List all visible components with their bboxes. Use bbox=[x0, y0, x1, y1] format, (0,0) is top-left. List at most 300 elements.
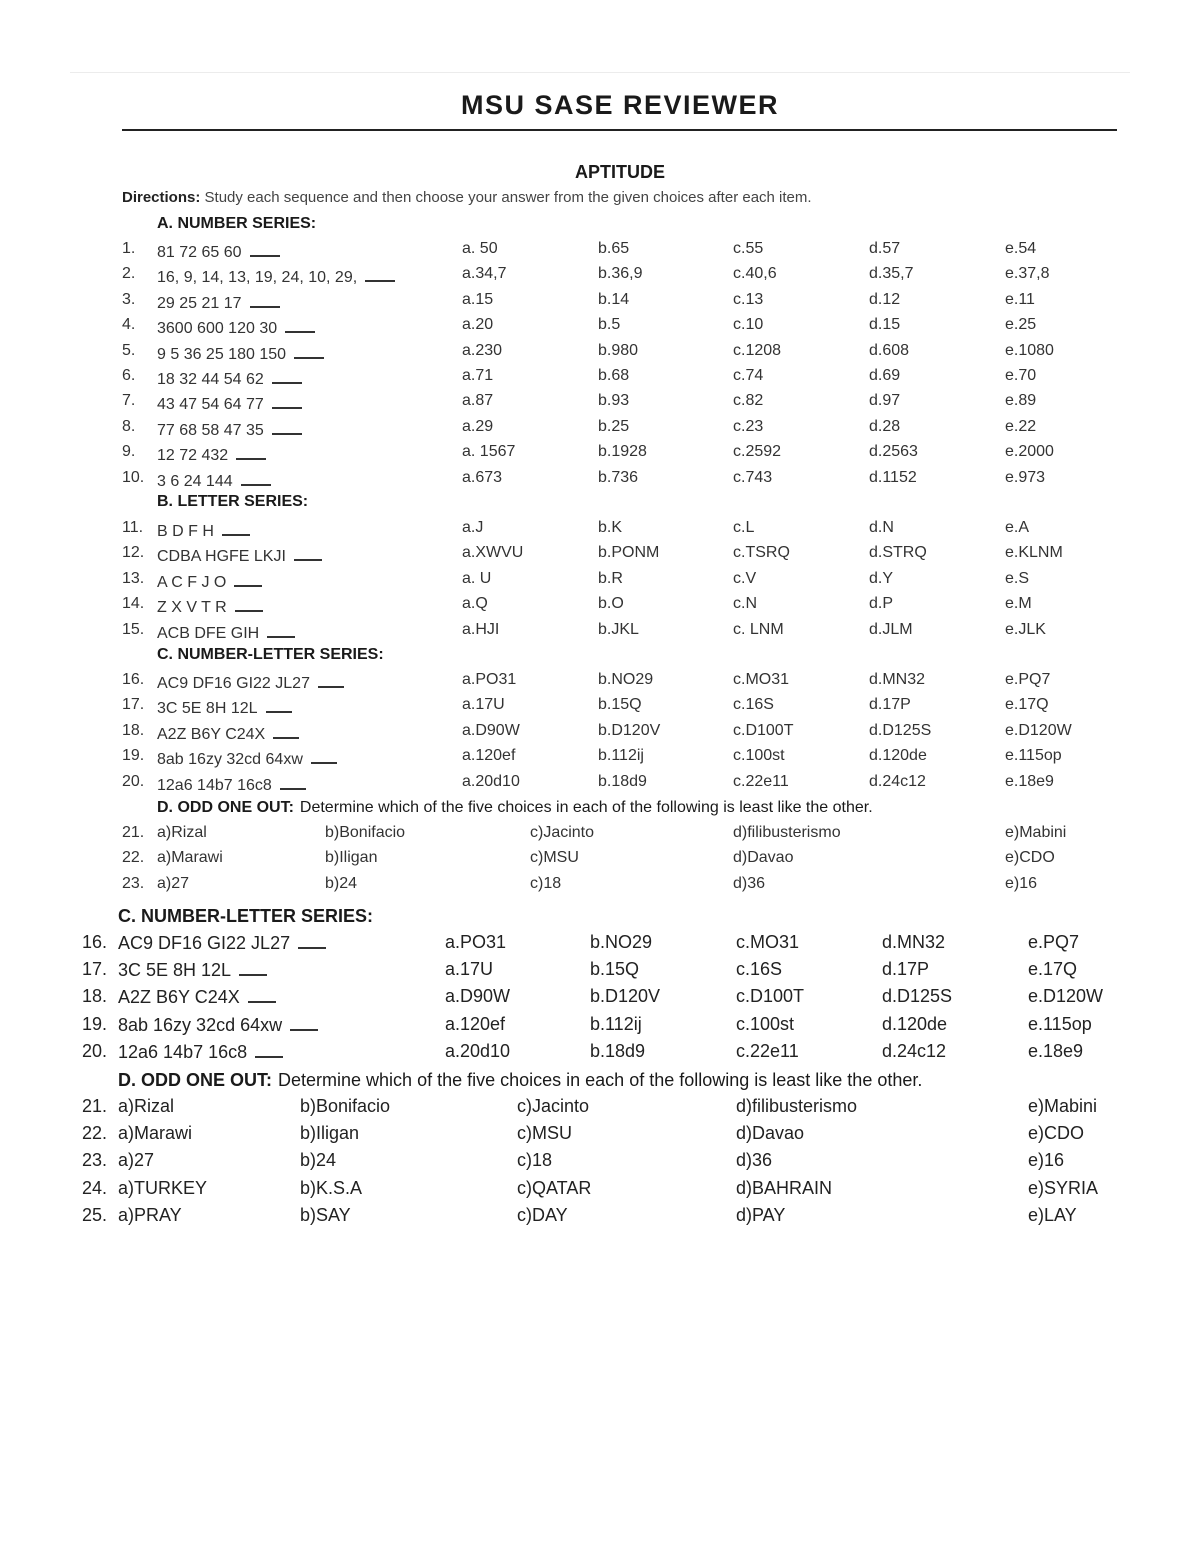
choice-e bbox=[1028, 1096, 1097, 1117]
choice-e bbox=[1028, 1123, 1084, 1144]
choice-a bbox=[157, 824, 207, 842]
question-row bbox=[0, 722, 1200, 748]
question-sequence-text: 43 47 54 64 77 bbox=[157, 396, 264, 414]
question-row bbox=[0, 1014, 1200, 1040]
question-number-text: 15. bbox=[122, 620, 145, 638]
choice-e bbox=[1028, 1205, 1077, 1226]
choice-e bbox=[1005, 849, 1055, 867]
choice-b bbox=[598, 747, 644, 765]
choice-c-text: c.743 bbox=[733, 468, 773, 486]
choice-e-text: e.11 bbox=[1005, 290, 1035, 308]
choice-e bbox=[1005, 621, 1046, 639]
answer-blank bbox=[294, 342, 324, 359]
choice-b bbox=[590, 1041, 645, 1062]
question-sequence bbox=[157, 240, 280, 262]
choice-b-text: b.93 bbox=[598, 392, 630, 410]
choice-a-text: a. U bbox=[462, 569, 492, 587]
choice-d bbox=[736, 1150, 772, 1171]
question-number-text: 7. bbox=[122, 392, 136, 410]
question-sequence bbox=[118, 932, 326, 954]
answer-blank bbox=[273, 722, 299, 739]
choice-b-text: b.PONM bbox=[598, 544, 660, 562]
choice-c-text: c)MSU bbox=[530, 849, 579, 867]
choice-a-text: a.D90W bbox=[462, 721, 520, 739]
choice-c bbox=[733, 469, 772, 487]
question-number-text: 23. bbox=[122, 874, 145, 892]
choice-b-text: b.112ij bbox=[598, 747, 644, 765]
choice-a-text: a.17U bbox=[462, 696, 505, 714]
choice-c bbox=[733, 519, 754, 537]
choice-c bbox=[530, 849, 579, 867]
choice-e bbox=[1005, 418, 1036, 436]
choice-a bbox=[462, 544, 523, 562]
choice-d-text: d)BAHRAIN bbox=[736, 1177, 833, 1198]
choice-e-text: e.115op bbox=[1005, 747, 1062, 765]
choice-d bbox=[869, 291, 900, 309]
question-number bbox=[122, 265, 135, 283]
question-number-text: 20. bbox=[122, 772, 145, 790]
choice-b-text: b)K.S.A bbox=[300, 1177, 363, 1198]
choice-c bbox=[733, 367, 763, 385]
choice-c bbox=[733, 671, 789, 689]
question-number bbox=[122, 367, 135, 385]
choice-a-text: a)PRAY bbox=[118, 1204, 182, 1225]
choice-b bbox=[590, 986, 660, 1007]
question-sequence-text: Z X V T R bbox=[157, 599, 227, 617]
question-number bbox=[82, 959, 107, 980]
choice-e bbox=[1005, 570, 1029, 588]
choice-d bbox=[869, 671, 925, 689]
question-row bbox=[0, 1178, 1200, 1204]
question-sequence bbox=[157, 519, 250, 541]
choice-a bbox=[157, 849, 223, 867]
choice-c bbox=[530, 824, 594, 842]
choice-b bbox=[598, 291, 629, 309]
choice-e-text: e.54 bbox=[1005, 240, 1037, 257]
choice-c bbox=[733, 443, 781, 461]
choice-e-text: e.PQ7 bbox=[1028, 932, 1080, 952]
question-number-text: 18. bbox=[82, 986, 108, 1007]
choice-a bbox=[462, 392, 493, 410]
answer-blank bbox=[236, 443, 266, 460]
choice-e bbox=[1028, 1014, 1092, 1035]
question-number-text: 10. bbox=[122, 468, 145, 486]
choice-b-text: b.18d9 bbox=[598, 772, 647, 790]
choice-a bbox=[462, 316, 493, 334]
choice-a-text: a.20d10 bbox=[445, 1040, 511, 1061]
question-sequence bbox=[157, 316, 315, 338]
choice-a bbox=[118, 1150, 154, 1171]
choice-c-text: c.V bbox=[733, 569, 757, 587]
choice-a-text: a.20d10 bbox=[462, 772, 520, 790]
question-sequence bbox=[157, 265, 395, 287]
question-row bbox=[0, 1123, 1200, 1149]
choice-e-text: e)CDO bbox=[1005, 849, 1055, 867]
choice-a bbox=[445, 1041, 510, 1062]
choice-c bbox=[733, 316, 763, 334]
choice-e bbox=[1005, 595, 1032, 613]
choice-e bbox=[1005, 696, 1049, 714]
question-sequence bbox=[118, 986, 276, 1008]
choice-b-text: b)24 bbox=[325, 874, 358, 892]
question-sequence bbox=[157, 773, 306, 795]
choice-a-text: a.120ef bbox=[445, 1013, 506, 1034]
choice-b-text: b.NO29 bbox=[590, 932, 653, 952]
question-number-text: 6. bbox=[122, 367, 136, 384]
choice-b-text: b.R bbox=[598, 569, 623, 587]
choice-e bbox=[1005, 443, 1054, 461]
section-heading-label: C. NUMBER-LETTER SERIES: bbox=[118, 906, 374, 926]
question-sequence bbox=[157, 443, 266, 465]
question-number bbox=[82, 932, 107, 953]
question-number bbox=[82, 1096, 107, 1117]
question-row bbox=[0, 544, 1200, 570]
section-heading-aptitude: APTITUDE bbox=[575, 162, 665, 182]
question-number bbox=[122, 875, 144, 893]
question-number-text: 4. bbox=[122, 316, 136, 334]
choice-a bbox=[462, 519, 483, 537]
question-sequence-text: 12a6 14b7 16c8 bbox=[118, 1041, 248, 1062]
choice-b bbox=[300, 1150, 336, 1171]
directions-label: Directions: bbox=[122, 189, 201, 206]
page-top-border bbox=[70, 72, 1130, 73]
choice-a bbox=[118, 1178, 207, 1199]
choice-c bbox=[733, 747, 785, 765]
choice-e-text: e)16 bbox=[1005, 874, 1038, 892]
choice-b-text: b.1928 bbox=[598, 443, 647, 461]
choice-b bbox=[598, 418, 629, 436]
question-sequence-text: CDBA HGFE LKJI bbox=[157, 548, 286, 566]
question-row bbox=[0, 469, 1200, 495]
question-number-text: 3. bbox=[122, 290, 136, 308]
choice-b bbox=[598, 671, 653, 689]
answer-blank bbox=[250, 240, 280, 257]
choice-b-text: b.14 bbox=[598, 290, 630, 308]
choice-d-text: d.JLM bbox=[869, 620, 913, 638]
choice-d bbox=[869, 392, 900, 410]
choice-b-text: b.D120V bbox=[598, 721, 661, 739]
choice-c-text: c)QATAR bbox=[517, 1177, 592, 1198]
choice-b-text: b)Iligan bbox=[325, 849, 378, 867]
choice-e bbox=[1005, 544, 1063, 562]
choice-e bbox=[1005, 316, 1036, 334]
choice-d bbox=[882, 986, 952, 1007]
question-sequence bbox=[157, 595, 263, 617]
question-sequence-text: 77 68 58 47 35 bbox=[157, 421, 264, 439]
question-number bbox=[122, 595, 144, 613]
question-row bbox=[0, 342, 1200, 368]
choice-d-text: d.N bbox=[869, 519, 894, 536]
section-heading-label: A. NUMBER SERIES: bbox=[157, 215, 317, 232]
choice-c bbox=[733, 418, 763, 436]
choice-e bbox=[1005, 291, 1035, 309]
choice-c-text: c.22e11 bbox=[736, 1040, 799, 1061]
choice-c bbox=[530, 875, 561, 893]
question-sequence-text: 3600 600 120 30 bbox=[157, 320, 278, 338]
choice-e bbox=[1005, 240, 1036, 258]
choice-d bbox=[869, 621, 913, 639]
question-sequence-text: AC9 DF16 GI22 JL27 bbox=[157, 675, 310, 692]
choice-c-text: c.82 bbox=[733, 392, 764, 410]
title-underline bbox=[122, 129, 1117, 131]
choice-a bbox=[445, 959, 493, 980]
choice-e bbox=[1005, 342, 1054, 360]
question-number-text: 21. bbox=[82, 1096, 108, 1116]
choice-d bbox=[882, 1014, 947, 1035]
choice-c bbox=[517, 1205, 568, 1226]
choice-a-text: a.D90W bbox=[445, 986, 511, 1007]
choice-b bbox=[598, 595, 624, 613]
choice-a-text: a.120ef bbox=[462, 747, 516, 765]
choice-e bbox=[1028, 932, 1079, 953]
choice-d bbox=[869, 544, 927, 562]
question-number bbox=[122, 316, 135, 334]
question-sequence-text: A2Z B6Y C24X bbox=[157, 725, 266, 743]
choice-d-text: d)filibusterismo bbox=[736, 1096, 858, 1116]
choice-a-text: a.Q bbox=[462, 595, 488, 613]
question-number-text: 13. bbox=[122, 569, 145, 587]
question-sequence-text: 3 6 24 144 bbox=[157, 472, 233, 490]
choice-e bbox=[1005, 469, 1045, 487]
question-number-text: 16. bbox=[82, 932, 108, 952]
choice-d-text: d.120de bbox=[869, 747, 927, 765]
choice-e-text: e)16 bbox=[1028, 1150, 1065, 1171]
choice-d-text: d.24c12 bbox=[882, 1040, 947, 1061]
question-number-text: 19. bbox=[82, 1013, 108, 1034]
choice-b bbox=[590, 932, 652, 953]
choice-d bbox=[736, 1178, 832, 1199]
choice-c-text: c)DAY bbox=[517, 1204, 568, 1225]
question-number bbox=[82, 1150, 107, 1171]
question-sequence-text: 12a6 14b7 16c8 bbox=[157, 776, 272, 794]
question-sequence bbox=[157, 570, 262, 592]
choice-e-text: e.M bbox=[1005, 595, 1032, 613]
choice-b-text: b.K bbox=[598, 519, 623, 536]
choice-b-text: b.65 bbox=[598, 240, 630, 257]
choice-b bbox=[598, 367, 629, 385]
question-row bbox=[0, 595, 1200, 621]
choice-b bbox=[598, 240, 629, 258]
question-sequence-text: 3C 5E 8H 12L bbox=[118, 960, 232, 981]
question-number-text: 24. bbox=[82, 1177, 108, 1198]
choice-b-text: b.736 bbox=[598, 468, 639, 486]
question-sequence-text: A2Z B6Y C24X bbox=[118, 987, 240, 1008]
choice-d bbox=[869, 595, 893, 613]
choice-c bbox=[733, 722, 793, 740]
section-heading-label: D. ODD ONE OUT: bbox=[157, 799, 294, 816]
choice-b-text: b.15Q bbox=[598, 696, 642, 714]
choice-d-text: d.57 bbox=[869, 240, 901, 257]
question-sequence bbox=[157, 621, 295, 643]
choice-c bbox=[736, 1014, 794, 1035]
choice-b-text: b.25 bbox=[598, 417, 630, 435]
question-number bbox=[82, 1178, 107, 1199]
choice-e-text: e.KLNM bbox=[1005, 544, 1063, 562]
choice-c-text: c.L bbox=[733, 519, 755, 536]
choice-e bbox=[1028, 986, 1103, 1007]
choice-e-text: e.PQ7 bbox=[1005, 671, 1051, 688]
question-number-text: 11. bbox=[122, 519, 144, 536]
question-row bbox=[0, 367, 1200, 393]
choice-e bbox=[1005, 875, 1037, 893]
choice-b bbox=[325, 875, 357, 893]
choice-e-text: e.S bbox=[1005, 569, 1030, 587]
answer-blank bbox=[239, 959, 267, 976]
choice-e bbox=[1028, 1150, 1064, 1171]
choice-a bbox=[462, 265, 506, 283]
choice-d bbox=[869, 696, 911, 714]
question-sequence-text: B D F H bbox=[157, 523, 214, 540]
choice-d bbox=[869, 367, 900, 385]
question-row bbox=[0, 570, 1200, 596]
choice-e bbox=[1028, 1041, 1083, 1062]
choice-c-text: c.55 bbox=[733, 240, 764, 257]
question-number bbox=[122, 621, 144, 639]
question-row bbox=[0, 875, 1200, 901]
choice-d-text: d.D125S bbox=[882, 986, 953, 1007]
choice-b bbox=[300, 1178, 362, 1199]
choice-b-text: b)Iligan bbox=[300, 1123, 360, 1144]
answer-blank bbox=[266, 696, 292, 713]
choice-e-text: e.D120W bbox=[1005, 721, 1072, 739]
choice-d-text: d.28 bbox=[869, 417, 901, 435]
section-heading-text: Determine which of the five choices in each of the following is least like the other. bbox=[299, 799, 873, 816]
choice-b-text: b.980 bbox=[598, 341, 639, 359]
choice-e-text: e.18e9 bbox=[1005, 772, 1054, 790]
choice-c-text: c.10 bbox=[733, 316, 764, 334]
question-number-text: 17. bbox=[82, 959, 108, 980]
question-row bbox=[0, 986, 1200, 1012]
choice-a bbox=[118, 1123, 192, 1144]
choice-a-text: a.PO31 bbox=[462, 671, 517, 688]
question-sequence bbox=[157, 722, 299, 744]
choice-d-text: d.12 bbox=[869, 290, 901, 308]
choice-e-text: e.1080 bbox=[1005, 341, 1054, 359]
directions-text: Study each sequence and then choose your answer from the given choices after each item. bbox=[204, 189, 812, 206]
question-row bbox=[0, 1096, 1200, 1122]
choice-e-text: e.25 bbox=[1005, 316, 1037, 334]
choice-e-text: e.JLK bbox=[1005, 620, 1046, 638]
choice-e-text: e.973 bbox=[1005, 468, 1046, 486]
answer-blank bbox=[248, 986, 276, 1003]
choice-c-text: c.23 bbox=[733, 417, 764, 435]
choice-d-text: d.120de bbox=[882, 1013, 948, 1034]
question-number-text: 16. bbox=[122, 671, 145, 688]
choice-b bbox=[598, 621, 639, 639]
choice-d-text: d.15 bbox=[869, 316, 901, 334]
question-row bbox=[0, 418, 1200, 444]
choice-c-text: c)18 bbox=[530, 874, 562, 892]
choice-c-text: c)Jacinto bbox=[530, 824, 595, 841]
choice-a bbox=[462, 240, 498, 258]
choice-d bbox=[869, 722, 931, 740]
question-number bbox=[122, 418, 135, 436]
choice-e-text: e)SYRIA bbox=[1028, 1177, 1099, 1198]
question-sequence bbox=[157, 367, 302, 389]
choice-a bbox=[462, 367, 493, 385]
answer-blank bbox=[272, 418, 302, 435]
choice-e-text: e.89 bbox=[1005, 392, 1037, 410]
choice-a-text: a)27 bbox=[157, 874, 190, 892]
question-row bbox=[0, 849, 1200, 875]
question-sequence bbox=[157, 747, 337, 769]
question-row bbox=[0, 291, 1200, 317]
choice-d bbox=[869, 469, 917, 487]
choice-e bbox=[1028, 1178, 1098, 1199]
choice-d bbox=[869, 342, 909, 360]
choice-d bbox=[869, 316, 900, 334]
answer-blank bbox=[222, 519, 250, 536]
question-sequence-text: 29 25 21 17 bbox=[157, 294, 242, 312]
question-sequence bbox=[157, 544, 322, 566]
choice-d bbox=[736, 1205, 785, 1226]
answer-blank bbox=[241, 469, 271, 486]
question-sequence bbox=[118, 1041, 283, 1063]
choice-a bbox=[462, 570, 491, 588]
question-number-text: 12. bbox=[122, 544, 145, 562]
choice-c-text: c.1208 bbox=[733, 341, 782, 359]
choice-b-text: b.68 bbox=[598, 367, 630, 384]
question-row bbox=[0, 1041, 1200, 1067]
choice-c-text: c.TSRQ bbox=[733, 544, 790, 562]
choice-b bbox=[598, 265, 642, 283]
choice-a bbox=[462, 696, 505, 714]
choice-e bbox=[1005, 773, 1054, 791]
question-number bbox=[122, 443, 135, 461]
choice-d bbox=[869, 418, 900, 436]
choice-d bbox=[869, 570, 893, 588]
answer-blank bbox=[250, 291, 280, 308]
choice-b bbox=[598, 722, 660, 740]
choice-a bbox=[462, 469, 502, 487]
question-number bbox=[122, 544, 144, 562]
question-number-text: 5. bbox=[122, 341, 136, 359]
choice-a bbox=[462, 722, 520, 740]
choice-a bbox=[462, 671, 516, 689]
question-row bbox=[0, 392, 1200, 418]
choice-c bbox=[736, 959, 782, 980]
question-row bbox=[0, 696, 1200, 722]
choice-c bbox=[517, 1096, 589, 1117]
choice-e-text: e.115op bbox=[1028, 1013, 1092, 1034]
choice-c-text: c.D100T bbox=[736, 986, 805, 1007]
choice-c bbox=[733, 544, 790, 562]
question-sequence-text: ACB DFE GIH bbox=[157, 624, 260, 642]
section-heading-label: B. LETTER SERIES: bbox=[157, 493, 309, 510]
choice-b-text: b.NO29 bbox=[598, 671, 654, 688]
question-row bbox=[0, 240, 1200, 266]
choice-e bbox=[1005, 265, 1049, 283]
choice-b bbox=[598, 392, 629, 410]
answer-blank bbox=[234, 570, 262, 587]
question-sequence bbox=[157, 696, 292, 718]
choice-e-text: e.17Q bbox=[1028, 959, 1078, 980]
choice-b bbox=[598, 342, 638, 360]
choice-a-text: a)TURKEY bbox=[118, 1177, 208, 1198]
choice-b-text: b.JKL bbox=[598, 620, 639, 638]
question-sequence bbox=[157, 671, 344, 693]
choice-a-text: a.29 bbox=[462, 417, 494, 435]
choice-a-text: a.17U bbox=[445, 959, 494, 980]
choice-c-text: c.22e11 bbox=[733, 772, 789, 790]
choice-a bbox=[462, 621, 499, 639]
choice-c-text: c.D100T bbox=[733, 721, 794, 739]
choice-b bbox=[300, 1096, 390, 1117]
choice-c bbox=[517, 1150, 552, 1171]
choice-a-text: a.71 bbox=[462, 367, 494, 384]
question-row bbox=[0, 316, 1200, 342]
question-number bbox=[82, 1123, 107, 1144]
